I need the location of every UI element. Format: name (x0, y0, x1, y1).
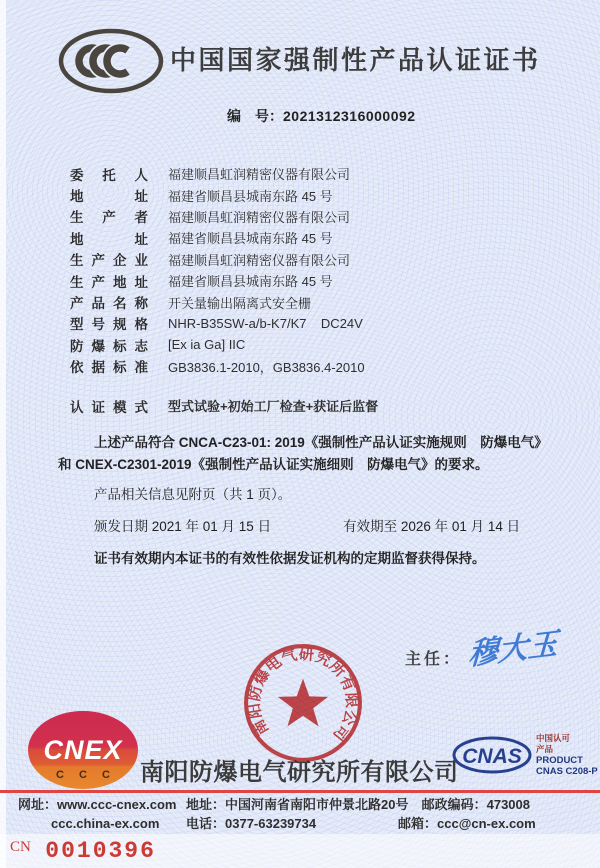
address-label: 地址： (186, 797, 226, 812)
field-row-ex-mark (70, 334, 550, 355)
field-label: 认 证 模 式 (70, 399, 148, 415)
field-label: 依 据 标 准 (70, 360, 148, 376)
field-label: 防 爆 标 志 (70, 338, 148, 354)
field-row-product-name (70, 291, 550, 312)
compliance-line1: 上述产品符合 CNCA-C23-01: 2019《强制性产品认证实施规则 防爆电气》 (94, 435, 548, 450)
field-row-applicant (70, 163, 550, 184)
dates-row (58, 516, 552, 538)
field-row-producer (70, 206, 550, 227)
field-row-cert-mode (70, 395, 550, 416)
field-label: 生 产 地 址 (70, 274, 148, 290)
footer-address-col (186, 796, 408, 833)
seal-star-icon (278, 679, 328, 727)
field-row-standards (70, 356, 550, 377)
field-value: 福建省顺昌县城南东路 45 号 (168, 231, 333, 247)
field-value: 型式试验+初始工厂检查+获证后监督 (168, 399, 379, 415)
field-label: 产 品 名 称 (70, 296, 148, 312)
footer-divider (0, 790, 600, 793)
field-label: 生 产 企 业 (70, 253, 148, 269)
field-row-model (70, 313, 550, 334)
certificate-title: 中国国家强制性产品认证证书 (170, 45, 541, 75)
field-value: 福建省顺昌县城南东路 45 号 (168, 188, 333, 204)
phone-value: 0377-63239734 (225, 815, 317, 831)
website-label: 网址： (18, 797, 58, 812)
cnas-line1: 中国认可 (536, 733, 571, 743)
director-label: 主任： (405, 651, 463, 668)
cnex-logo-text: CNEX (43, 735, 123, 765)
field-label: 委 托 人 (70, 167, 148, 183)
ccc-mark-icon (57, 27, 165, 100)
attachment-note: 产品相关信息见附页（共 1 页）。 (94, 487, 292, 502)
field-value: 福建顺昌虹润精密仪器有限公司 (168, 252, 351, 268)
field-value: GB3836.1-2010，GB3836.4-2010 (168, 359, 365, 375)
cnas-logo-text: CNAS (462, 745, 522, 768)
footer-website-col (18, 796, 176, 833)
cnas-logo-icon (452, 732, 532, 778)
cnas-line2: 产品 (536, 744, 554, 754)
field-row-factory-address (70, 270, 550, 291)
field-value: [Ex ia Ga] IIC (168, 337, 246, 353)
compliance-line2: 和 CNEX-C2301-2019《强制性产品认证实施细则 防爆电气》的要求。 (58, 457, 489, 472)
email-value: ccc@cn-ex.com (437, 815, 536, 831)
field-row-factory (70, 249, 550, 270)
field-label: 地 址 (70, 231, 148, 247)
field-value: 开关量输出隔离式安全栅 (168, 295, 312, 311)
field-value: 福建顺昌虹润精密仪器有限公司 (168, 167, 351, 183)
director-signature: 穆大玉 (467, 627, 559, 672)
postcode-value: 473008 (486, 797, 530, 812)
website-url-1: www.ccc-cnex.com (57, 797, 177, 812)
cnas-line4: CNAS C208-P (536, 766, 598, 777)
certificate-number-label: 编 号： (227, 108, 283, 124)
certificate-number-value: 2021312316000092 (283, 108, 416, 124)
cnex-logo (26, 709, 140, 796)
issuer-org-name: 南阳防爆电气研究所有限公司 (140, 759, 459, 786)
cnex-logo-ccc-text: C C C (56, 769, 116, 781)
certificate-serial (10, 838, 156, 864)
field-row-address2 (70, 227, 550, 248)
email-label: 邮箱： (398, 815, 438, 831)
field-label: 地 址 (70, 189, 148, 205)
issue-date: 颁发日期 2021 年 01 月 15 日 (94, 519, 272, 534)
valid-until-date: 有效期至 2026 年 01 月 14 日 (343, 519, 521, 534)
validity-note: 证书有效期内本证书的有效性依据发证机构的定期监督获得保持。 (94, 551, 486, 566)
scan-edge (0, 0, 6, 868)
postcode-label: 邮政编码： (421, 797, 487, 812)
field-value: 福建顺昌虹润精密仪器有限公司 (168, 209, 351, 225)
compliance-section (58, 432, 552, 570)
seal-text: 南阳防爆电气研究所有限公司 (245, 645, 361, 745)
address-value: 中国河南省南阳市仲景北路20号 (225, 797, 409, 812)
certificate-fields (70, 163, 550, 416)
serial-prefix: CN (10, 839, 31, 855)
field-row-address (70, 184, 550, 205)
cnas-caption (536, 733, 598, 777)
phone-label: 电话： (186, 815, 226, 831)
certificate-number (227, 106, 416, 126)
field-label: 生 产 者 (70, 210, 148, 226)
field-value: NHR-B35SW-a/b-K7/K7 DC24V (168, 315, 363, 331)
website-url-2: ccc.china-ex.com (51, 815, 160, 831)
footer-postal-col (398, 796, 536, 833)
cnas-line3: PRODUCT (536, 755, 583, 766)
field-value: 福建省顺昌县城南东路 45 号 (168, 274, 333, 290)
field-label: 型 号 规 格 (70, 317, 148, 333)
serial-number: 0010396 (45, 838, 156, 864)
company-seal-stamp (241, 641, 365, 770)
cnas-mark (452, 732, 598, 778)
